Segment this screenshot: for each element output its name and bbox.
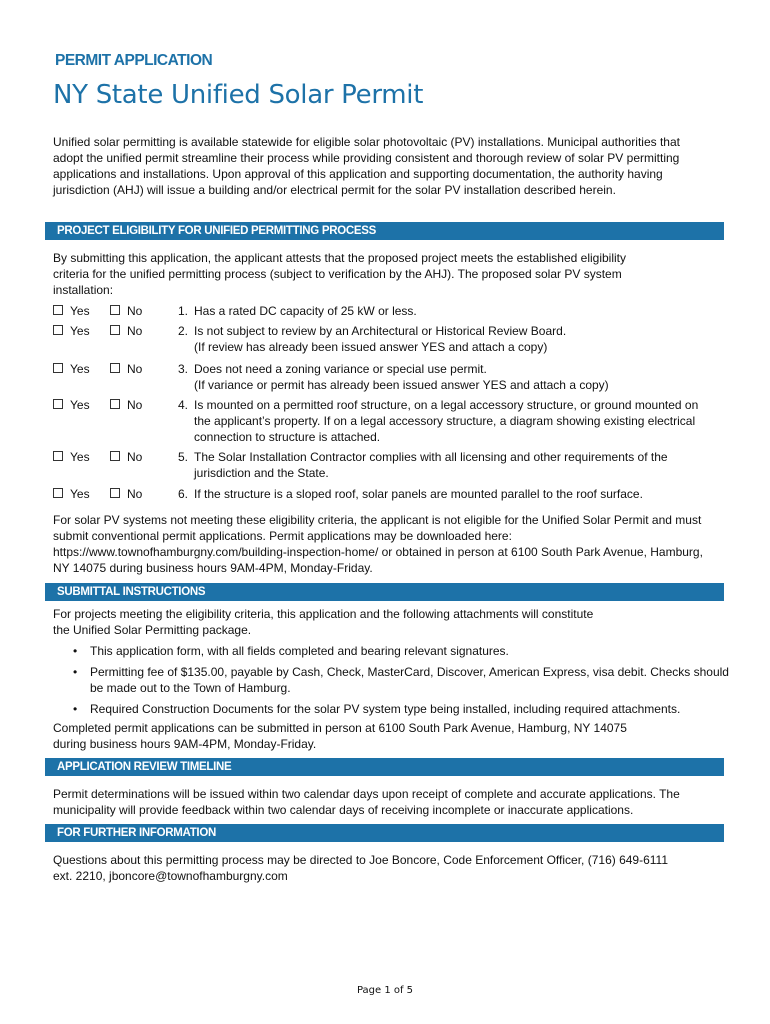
criterion-number: 1. <box>178 304 189 318</box>
yes-label: Yes <box>70 324 90 338</box>
no-label: No <box>127 487 143 501</box>
criterion-number: 6. <box>178 487 189 501</box>
page-number: Page 1 of 5 <box>356 985 414 996</box>
yes-checkbox[interactable] <box>53 449 90 465</box>
list-item-text: This application form, with all fields completed and bearing relevant signatures. <box>90 644 509 658</box>
eligibility-heading: PROJECT ELIGIBILITY FOR UNIFIED PERMITTING PROCESS <box>45 222 724 240</box>
page-title: NY State Unified Solar Permit <box>53 80 424 110</box>
checkbox-icon <box>110 363 120 373</box>
no-checkbox[interactable] <box>110 449 142 465</box>
yes-checkbox[interactable] <box>53 361 90 377</box>
checkbox-icon <box>53 305 63 315</box>
criterion-number: 4. <box>178 398 189 412</box>
criterion-text: If the structure is a sloped roof, solar panels are mounted parallel to the roof surface. <box>194 487 643 501</box>
list-item <box>73 643 733 659</box>
list-item-text: Permitting fee of $135.00, payable by Cash, Check, MasterCard, Discover, American Express, visa debit. Checks should be made out to the Town of Hamburg. <box>90 665 729 695</box>
submittal-closing: Completed permit applications can be submitted in person at 6100 South Park Avenue, Hamburg, NY 14075 during business hours 9AM-4PM, Monday-Friday. <box>53 721 627 751</box>
yes-checkbox[interactable] <box>53 397 90 413</box>
yes-label: Yes <box>70 362 90 376</box>
no-label: No <box>127 304 143 318</box>
list-item-text: Required Construction Documents for the solar PV system type being installed, including required attachments. <box>90 702 681 716</box>
checkbox-icon <box>53 363 63 373</box>
checkbox-icon <box>53 399 63 409</box>
criterion-text: Has a rated DC capacity of 25 kW or less. <box>194 304 417 318</box>
no-label: No <box>127 324 143 338</box>
list-item <box>73 701 733 717</box>
checkbox-icon <box>110 488 120 498</box>
submittal-list <box>73 643 733 722</box>
yes-label: Yes <box>70 398 90 412</box>
checkbox-icon <box>53 451 63 461</box>
submittal-lead: For projects meeting the eligibility criteria, this application and the following attachments will constitute the Unified Solar Permitting package. <box>53 607 594 637</box>
no-checkbox[interactable] <box>110 486 142 502</box>
yes-label: Yes <box>70 450 90 464</box>
info-heading: FOR FURTHER INFORMATION <box>45 824 724 842</box>
no-checkbox[interactable] <box>110 323 142 339</box>
list-item <box>73 664 733 696</box>
timeline-text: Permit determinations will be issued within two calendar days upon receipt of complete and accurate applications. The municipality will provide feedback within two calendar days of receiving incomplete or inaccurate applications. <box>53 787 680 817</box>
submittal-heading: SUBMITTAL INSTRUCTIONS <box>45 583 724 601</box>
no-checkbox[interactable] <box>110 397 142 413</box>
bullet-icon: • <box>73 665 78 679</box>
criterion-text: The Solar Installation Contractor complies with all licensing and other requirements of the jurisdiction and the State. <box>194 450 668 480</box>
eligibility-lead: By submitting this application, the applicant attests that the proposed project meets the established eligibility criteria for the unified permitting process (subject to verification by the AHJ). The proposed solar PV system installation: <box>53 251 626 297</box>
criterion-number: 2. <box>178 324 189 338</box>
info-text: Questions about this permitting process may be directed to Joe Boncore, Code Enforcement Officer, (716) 649-6111 ext. 2210, jboncore@townofhamburgny.com <box>53 853 668 883</box>
criterion-text: Is not subject to review by an Architectural or Historical Review Board. (If review has already been issued answer YES and attach a copy) <box>194 324 567 354</box>
checkbox-icon <box>110 305 120 315</box>
bullet-icon: • <box>73 644 78 658</box>
yes-label: Yes <box>70 304 90 318</box>
yes-checkbox[interactable] <box>53 303 90 319</box>
intro-paragraph: Unified solar permitting is available statewide for eligible solar photovoltaic (PV) installations. Municipal authorities that adopt the unified permit streamline their process while providing consistent and thorough review of solar PV permitting applications and installations. Upon approval of this application and supporting documentation, the authority having jurisdiction (AHJ) will issue a building and/or electrical permit for the solar PV installation described herein. <box>53 135 680 197</box>
checkbox-icon <box>53 325 63 335</box>
yes-label: Yes <box>70 487 90 501</box>
no-checkbox[interactable] <box>110 361 142 377</box>
criterion-number: 3. <box>178 362 189 376</box>
timeline-heading: APPLICATION REVIEW TIMELINE <box>45 758 724 776</box>
yes-checkbox[interactable] <box>53 486 90 502</box>
criterion-text: Does not need a zoning variance or special use permit. (If variance or permit has already been issued answer YES and attach a copy) <box>194 362 609 392</box>
no-label: No <box>127 398 143 412</box>
bullet-icon: • <box>73 702 78 716</box>
checkbox-icon <box>110 451 120 461</box>
checkbox-icon <box>110 399 120 409</box>
eyebrow-label: PERMIT APPLICATION <box>55 52 213 69</box>
no-label: No <box>127 362 143 376</box>
yes-checkbox[interactable] <box>53 323 90 339</box>
no-label: No <box>127 450 143 464</box>
checkbox-icon <box>110 325 120 335</box>
eligibility-closing: For solar PV systems not meeting these eligibility criteria, the applicant is not eligible for the Unified Solar Permit and must submit conventional permit applications. Permit applications may be downloaded here: https://www.townofhamburgny.com/building-inspection-home/ or obtained in person at 6100 South Park Avenue, Hamburg, NY 14075 during business hours 9AM-4PM, Monday-Friday. <box>53 513 703 575</box>
no-checkbox[interactable] <box>110 303 142 319</box>
checkbox-icon <box>53 488 63 498</box>
criterion-text: Is mounted on a permitted roof structure, on a legal accessory structure, or ground mounted on the applicant’s property. If on a legal accessory structure, a diagram showing existing electrical connection to structure is attached. <box>194 398 699 444</box>
criterion-number: 5. <box>178 450 189 464</box>
